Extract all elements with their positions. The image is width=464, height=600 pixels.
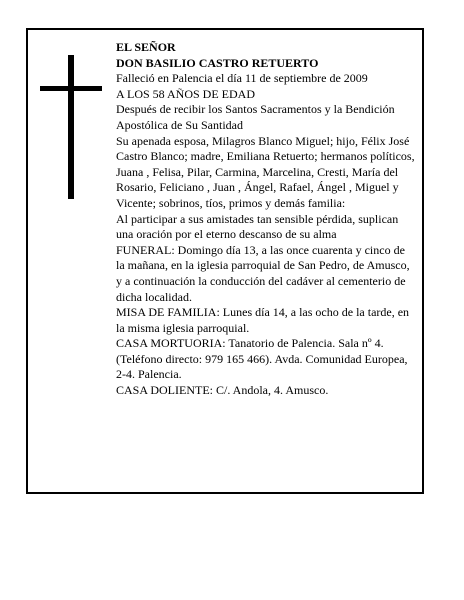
deceased-name: DON BASILIO CASTRO RETUERTO: [116, 55, 319, 70]
obituary-title: EL SEÑOR: [116, 40, 176, 54]
prayer-request: Al participar a sus amistades tan sensible pérdida, suplican una oración por el eterno descanso de su alma: [116, 211, 399, 242]
cross-icon: [40, 55, 102, 199]
sacraments-statement: Después de recibir los Santos Sacramentos y la Bendición Apostólica de Su Santidad: [116, 102, 395, 132]
mortuary-info: CASA MORTUORIA: Tanatorio de Palencia. Sala nº 4. (Teléfono directo: 979 165 466). Avda. Comunidad Europea, 2-4. Palencia.: [116, 336, 408, 382]
family-mass-info: MISA DE FAMILIA: Lunes día 14, a las ocho de la tarde, en la misma iglesia parroquial.: [116, 305, 410, 335]
obituary-frame: [26, 28, 424, 494]
grieving-home-info: CASA DOLIENTE: C/. Andola, 4. Amusco.: [116, 383, 329, 398]
death-statement: Falleció en Palencia el día 11 de septiembre de 2009: [116, 71, 368, 86]
obituary-text: [116, 40, 416, 399]
funeral-info: FUNERAL: Domingo día 13, a las once cuarenta y cinco de la mañana, en la iglesia parroquial de San Pedro, de Amusco, y a continuación la conducción del cadáver al cementerio de dicha localidad.: [116, 242, 410, 304]
age-statement: A LOS 58 AÑOS DE EDAD: [116, 86, 256, 101]
cross-horizontal-bar: [40, 86, 102, 91]
cross-vertical-bar: [68, 55, 74, 199]
family-list: Su apenada esposa, Milagros Blanco Miguel; hijo, Félix José Castro Blanco; madre, Emiliana Retuerto; hermanos políticos, Juana , Felisa, Pilar, Carmina, Marcelina, Cresti, María del Rosario, Feliciano , Juan , Ángel, Rafael, Ángel , Miguel y Vicente; sobrinos, tíos, primos y demás familia:: [116, 133, 415, 210]
